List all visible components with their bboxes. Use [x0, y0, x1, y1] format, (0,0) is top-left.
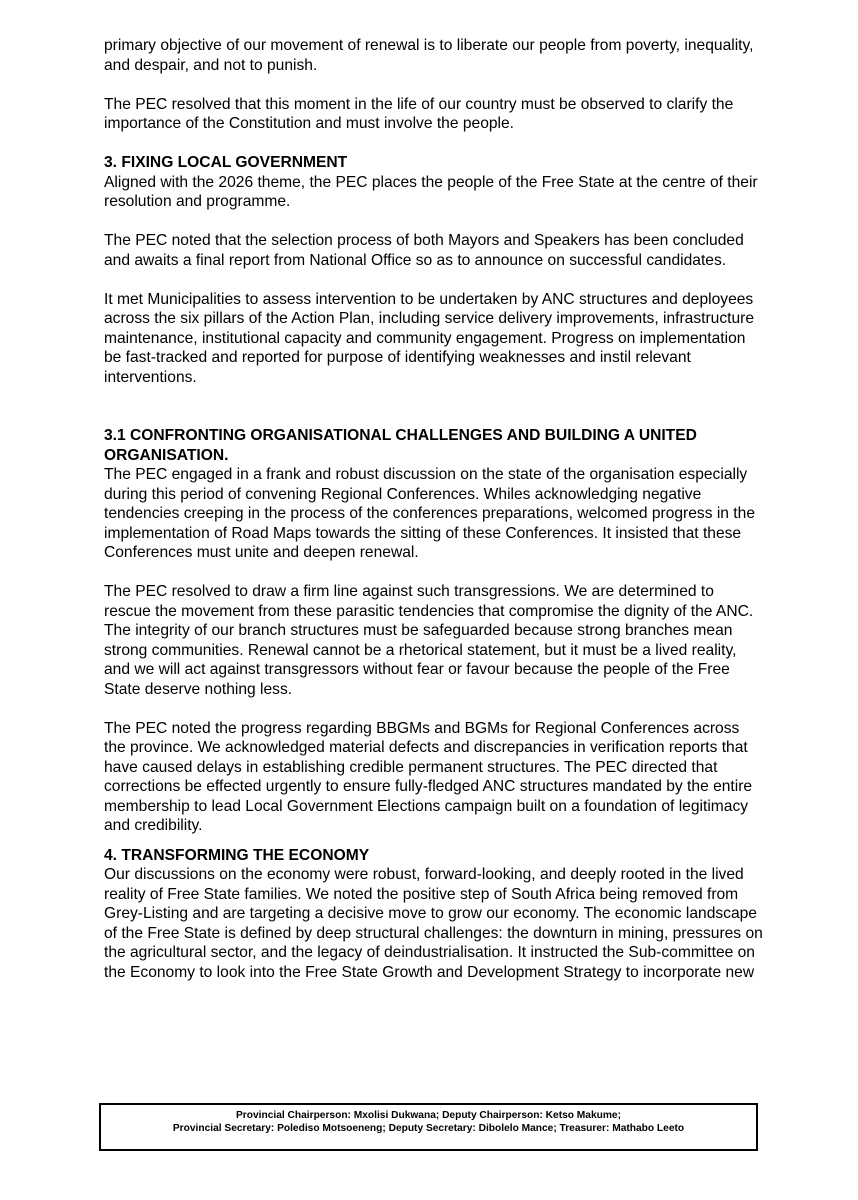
footer-line-1: Provincial Chairperson: Mxolisi Dukwana; Deputy Chairperson: Ketso Makume;	[236, 1110, 621, 1121]
paragraph-economy: Our discussions on the economy were robust, forward-looking, and deeply rooted in the lived reality of Free State families. We noted the positive step of South Africa being removed from Grey-Listing and are targeting a decisive move to grow our economy. The economic landscape of the Free State is defined by deep structural challenges: the downturn in mining, pressures on the agricultural sector, and the legacy of deindustrialisation. It instructed the Sub-committee on the Economy to look into the Free State Growth and Development Strategy to incorporate new	[104, 866, 763, 981]
document-body	[104, 36, 764, 982]
paragraph-constitution: The PEC resolved that this moment in the life of our country must be observed to clarify the importance of the Constitution and must involve the people.	[104, 95, 734, 132]
paragraph-intro: primary objective of our movement of renewal is to liberate our people from poverty, inequality, and despair, and not to punish.	[104, 37, 754, 74]
paragraph-bbgm: The PEC noted the progress regarding BBGMs and BGMs for Regional Conferences across the province. We acknowledged material defects and discrepancies in verification reports that have caused delays in establishing credible permanent structures. The PEC directed that corrections be effected urgently to ensure fully-fledged ANC structures mandated by the entire membership to lead Local Government Elections campaign built on a foundation of legitimacy and credibility.	[104, 719, 753, 834]
footer-line-2: Provincial Secretary: Polediso Motsoeneng; Deputy Secretary: Dibolelo Mance; Treasurer: Mathabo Leeto	[172, 1123, 685, 1134]
paragraph-mayors: The PEC noted that the selection process of both Mayors and Speakers has been concluded and awaits a final report from National Office so as to announce on successful candidates.	[104, 232, 744, 269]
paragraph-firm-line: The PEC resolved to draw a firm line against such transgressions. We are determined to rescue the movement from these parasitic tendencies that compromise the dignity of the ANC. The integrity of our branch structures must be safeguarded because strong branches mean strong communities. Renewal cannot be a rhetorical statement, but it must be a lived reality, and we will act against transgressors without fear or favour because the people of the Free State deserve nothing less.	[104, 583, 754, 698]
paragraph-frank-discussion: The PEC engaged in a frank and robust discussion on the state of the organisation especially during this period of convening Regional Conferences. Whiles acknowledging negative tendencies creeping in the process of the conferences preparations, welcomed progress in the implementation of Road Maps towards the sitting of these Conferences. It insisted that these Conferences must unite and deepen renewal.	[104, 466, 755, 561]
paragraph-municipalities: It met Municipalities to assess intervention to be undertaken by ANC structures and deployees across the six pillars of the Action Plan, including service delivery improvements, infrastructure maintenance, institutional capacity and community engagement. Progress on implementation be fast-tracked and reported for purpose of identifying weaknesses and instil relevant interventions.	[104, 290, 755, 386]
paragraph-theme: Aligned with the 2026 theme, the PEC places the people of the Free State at the centre of their resolution and programme.	[104, 173, 758, 210]
section-heading-3-1: 3.1 CONFRONTING ORGANISATIONAL CHALLENGES AND BUILDING A UNITED ORGANISATION.	[104, 427, 697, 464]
section-heading-4: 4. TRANSFORMING THE ECONOMY	[104, 846, 370, 864]
footer-officials-box	[99, 1103, 758, 1151]
section-heading-3: 3. FIXING LOCAL GOVERNMENT	[104, 154, 348, 171]
